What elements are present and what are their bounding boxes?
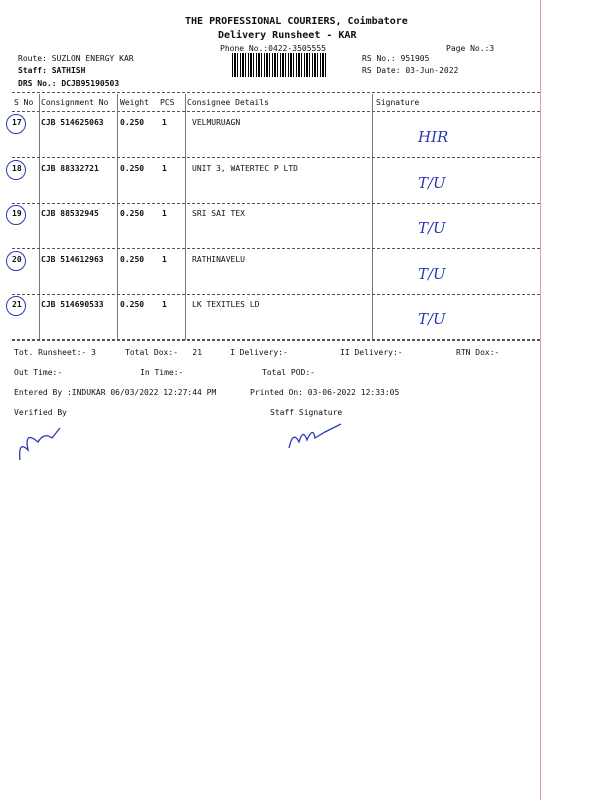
column-line [117, 94, 118, 340]
verifier-signature [14, 420, 64, 470]
drs-number: DRS No.: DCJB95190503 [18, 79, 120, 88]
divider [12, 111, 540, 112]
row-handwritten-signature: T/U [418, 174, 446, 192]
row-pcs: 1 [162, 164, 167, 173]
row-consignee: SRI SAI TEX [192, 209, 245, 218]
total-dox: Total Dox:- 21 [125, 348, 203, 357]
document-subtitle: Delivery Runsheet - KAR [218, 30, 357, 41]
out-time: Out Time:- [14, 368, 63, 377]
staff-signature-label: Staff Signature [270, 408, 343, 417]
row-pcs: 1 [162, 209, 167, 218]
tot-runsheet: Tot. Runsheet:- 3 [14, 348, 96, 357]
page-number: Page No.:3 [446, 44, 495, 53]
ii-delivery: II Delivery:- [340, 348, 403, 357]
rs-date: RS Date: 03-Jun-2022 [362, 66, 459, 75]
row-pcs: 1 [162, 255, 167, 264]
row-sno: 19 [12, 209, 22, 218]
column-line [39, 94, 40, 340]
col-signature: Signature [376, 98, 420, 107]
column-line [372, 94, 373, 340]
row-weight: 0.250 [120, 164, 145, 173]
total-pod: Total POD:- [262, 368, 315, 377]
row-weight: 0.250 [120, 118, 145, 127]
row-consignee: RATHINAVELU [192, 255, 245, 264]
col-sno: S No [14, 98, 34, 107]
row-pcs: 1 [162, 300, 167, 309]
row-consignment: CJB 514690533 [41, 300, 104, 309]
column-line [185, 94, 186, 340]
row-consignee: LK TEXITLES LD [192, 300, 260, 309]
in-time: In Time:- [140, 368, 184, 377]
company-title: THE PROFESSIONAL COURIERS, Coimbatore [185, 16, 408, 27]
col-consignee: Consignee Details [187, 98, 269, 107]
printed-on: Printed On: 03-06-2022 12:33:05 [250, 388, 400, 397]
row-consignee: UNIT 3, WATERTEC P LTD [192, 164, 298, 173]
row-sno: 20 [12, 255, 22, 264]
row-handwritten-signature: HIR [418, 128, 449, 146]
row-consignment: CJB 514625063 [41, 118, 104, 127]
col-weight: Weight [120, 98, 149, 107]
row-handwritten-signature: T/U [418, 310, 446, 328]
verified-by: Verified By [14, 408, 67, 417]
row-weight: 0.250 [120, 300, 145, 309]
row-divider [12, 248, 540, 249]
row-pcs: 1 [162, 118, 167, 127]
divider [12, 340, 540, 341]
rtn-dox: RTN Dox:- [456, 348, 500, 357]
page-edge-line [540, 0, 541, 800]
row-divider [12, 294, 540, 295]
row-consignment: CJB 88532945 [41, 209, 99, 218]
row-weight: 0.250 [120, 209, 145, 218]
row-consignee: VELMURUAGN [192, 118, 241, 127]
row-handwritten-signature: T/U [418, 219, 446, 237]
row-weight: 0.250 [120, 255, 145, 264]
row-sno: 18 [12, 164, 22, 173]
row-consignment: CJB 88332721 [41, 164, 99, 173]
route: Route: SUZLON ENERGY KAR [18, 54, 134, 63]
phone-number: Phone No.:0422-3505555 [220, 44, 326, 53]
staff-signature [285, 420, 345, 456]
divider [12, 92, 540, 93]
staff: Staff: SATHISH [18, 66, 86, 75]
row-divider [12, 203, 540, 204]
row-divider [12, 157, 540, 158]
row-sno: 17 [12, 118, 22, 127]
barcode [232, 53, 327, 77]
i-delivery: I Delivery:- [230, 348, 288, 357]
entered-by: Entered By :INDUKAR 06/03/2022 12:27:44 PM [14, 388, 217, 397]
col-pcs: PCS [160, 98, 175, 107]
row-consignment: CJB 514612963 [41, 255, 104, 264]
row-handwritten-signature: T/U [418, 265, 446, 283]
row-sno: 21 [12, 300, 22, 309]
rs-number: RS No.: 951905 [362, 54, 430, 63]
col-consignment: Consignment No [41, 98, 109, 107]
